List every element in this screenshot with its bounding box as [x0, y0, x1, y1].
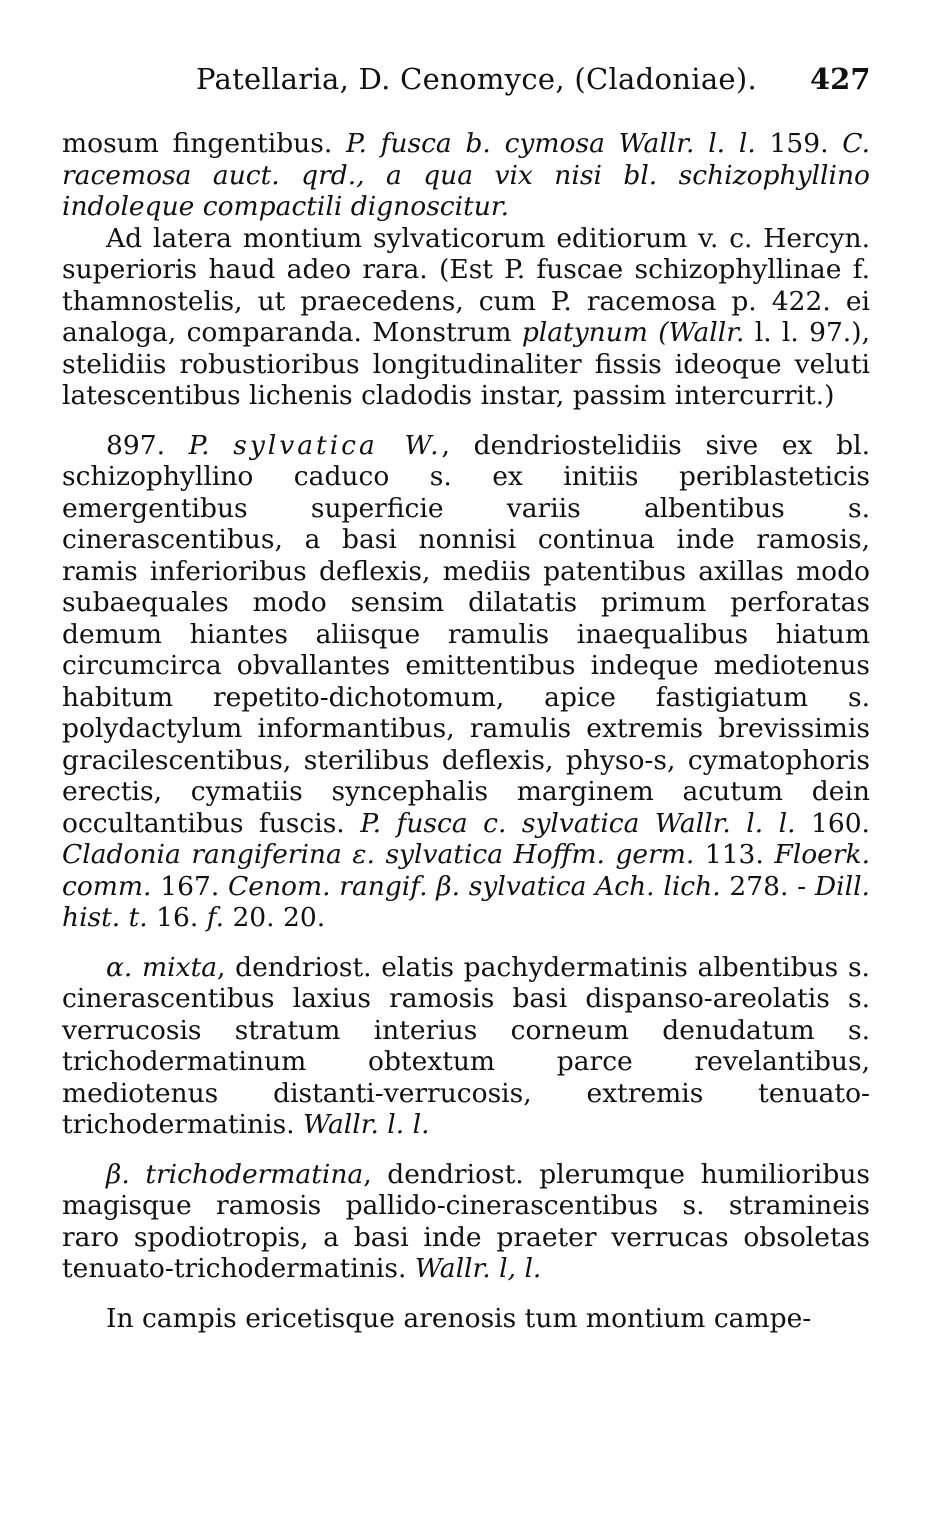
text-run: 160.	[810, 807, 870, 839]
text-run: , dendriostelidiis sive ex bl. schizophyllino caduco s. ex initiis periblasteticis emergentibus superficie variis albentibus s. cinerascentibus, a basi nonnisi continua inde ramosis, ramis inferioribus deflexis, mediis patentibus axillas modo subaequales modo sensim dilatatis primum perforatas demum hiantes aliisque ramulis inaequalibus hiatum circumcirca obvallantes emittentibus indeque mediotenus habitum repetito-dichotomum, apice fastigiatum s. polydactylum informantibus, ramulis extremis brevissimis gracilescentibus, sterilibus deflexis, physo-s, cymatophoris erectis, cymatiis syncephalis marginem acutum dein occultantibus fuscis.	[62, 429, 870, 839]
text-run: β. trichodermatina	[106, 1158, 364, 1190]
text-run: , dendriost. plerumque humilioribus magisque ramosis pallido-cinerascentibus s. stramineis raro spodiotropis, a basi inde praeter verrucas obsoletas tenuato-trichodermatinis.	[62, 1158, 870, 1284]
text-run: mosum fingentibus.	[62, 128, 346, 159]
text-run: l. l. 97.), stelidiis robustioribus longitudinaliter fissis ideoque veluti latescentibus lichenis cladodis instar, passim intercurrit.)	[62, 317, 870, 411]
text-run: 159.	[769, 128, 829, 159]
text-run: 278. -	[729, 870, 815, 902]
text-run: Cenom. rangif. β. sylvatica Ach. lich.	[228, 870, 730, 902]
text-run: Wallr. l, l.	[414, 1253, 542, 1284]
text-run: 113.	[704, 839, 775, 870]
text-run: , dendriost. elatis pachydermatinis albentibus s. cinerascentibus laxius ramosis basi dispanso-areolatis s. verrucosis stratum interius corneum denudatum s. trichodermatinum obtextum parce revelantibus, mediotenus distanti-verrucosis, extremis tenuato-trichodermatinis.	[62, 951, 870, 1140]
text-run: sylvatica W.	[233, 429, 442, 461]
text-run: f.	[206, 902, 233, 933]
text-run: 16.	[156, 902, 207, 933]
running-header	[0, 62, 930, 102]
text-run: P. fusca b. cymosa Wallr. l. l.	[345, 128, 770, 159]
running-title: Patellaria, D. Cenomyce, (Cladoniae).	[196, 62, 758, 96]
paragraph-variety-beta	[62, 1159, 870, 1285]
body-text	[62, 128, 870, 1334]
text-run: 20. 20.	[232, 902, 326, 933]
text-run: 897.	[106, 429, 189, 461]
text-run: C. racemosa auct. qrd., a qua vix nisi bl. schizophyllino indoleque compactili dignoscitur.	[62, 128, 870, 222]
text-run: In campis ericetisque arenosis tum montium campe-	[106, 1302, 812, 1334]
text-run: P.	[188, 429, 234, 461]
text-run: Floerk. comm.	[62, 839, 870, 902]
paragraph-habitat-2	[62, 1303, 870, 1335]
text-run: Cladonia rangiferina ε. sylvatica Hoffm. germ.	[62, 839, 705, 870]
text-run: Ad latera montium sylvaticorum editiorum v. c. Hercyn. superioris haud adeo rara. (Est P. fuscae schizophyllinae f. thamnostelis, ut praecedens, cum P. racemosa p. 422. ei analoga, comparanda. Monstrum	[62, 222, 870, 348]
text-run: platynum (Wallr.	[521, 317, 755, 348]
text-run: Dill. hist. t.	[62, 870, 870, 933]
text-run: α. mixta	[106, 951, 218, 983]
text-run: Wallr. l. l.	[303, 1109, 430, 1140]
paragraph-variety-alpha	[62, 952, 870, 1141]
paragraph-continuation	[62, 128, 870, 223]
page-number: 427	[810, 62, 871, 96]
text-run: 167.	[160, 870, 228, 902]
paragraph-habitat	[62, 223, 870, 412]
text-run: P. fusca c. sylvatica Wallr. l. l.	[360, 807, 811, 839]
paragraph-species-897	[62, 430, 870, 934]
